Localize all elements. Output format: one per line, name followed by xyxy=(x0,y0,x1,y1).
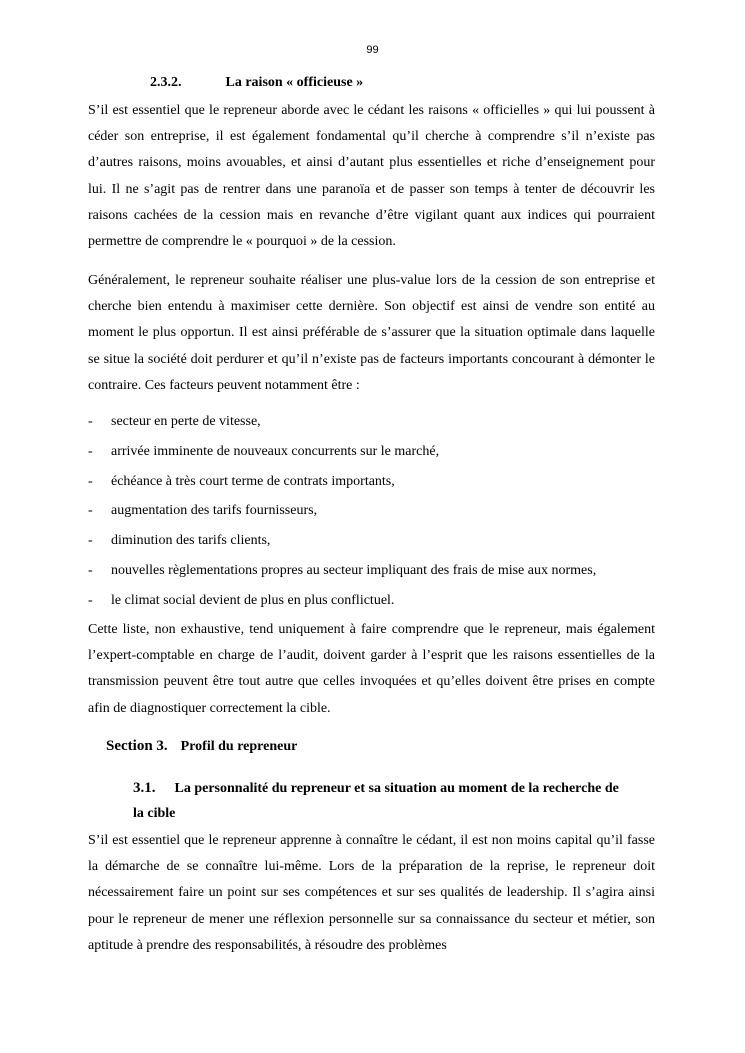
list-item-text: augmentation des tarifs fournisseurs, xyxy=(111,503,318,519)
list-item xyxy=(88,407,655,437)
heading-3-1-continued xyxy=(133,806,175,822)
list-item xyxy=(88,586,655,616)
paragraph-self-knowledge: S’il est essentiel que le repreneur apprenne à connaître le cédant, il est non moins capital qu’il fasse la démarche de se connaître lui-même. Lors de la préparation de la reprise, le repreneur doit nécessairement faire un point sur ses compétences et sur ses qualités de leadership. Il s’agira ainsi pour le repreneur de mener une réflexion personnelle sur sa connaissance du secteur et métier, son aptitude à prendre des responsabilités, à résoudre des problèmes xyxy=(88,833,655,953)
paragraph-non-exhaustive-list: Cette liste, non exhaustive, tend uniquement à faire comprendre que le repreneur, mais également l’expert-comptable en charge de l’audit, doivent garder à l’esprit que les raisons essentielles de la transmission peuvent être tout autre que celles invoquées et qu’elles doivent être prises en compte afin de diagnostiquer correctement la cible. xyxy=(88,622,655,716)
heading-3-1-title-line1: La personnalité du repreneur et sa situation au moment de la recherche de xyxy=(174,781,619,796)
list-item xyxy=(88,556,655,586)
list-dash: - xyxy=(88,503,93,519)
list-item xyxy=(88,496,655,526)
list-item xyxy=(88,437,655,467)
list-item-text: diminution des tarifs clients, xyxy=(111,533,271,549)
list-item-text: le climat social devient de plus en plus conflictuel. xyxy=(111,592,395,608)
heading-2-3-2 xyxy=(150,75,363,91)
paragraph-official-reasons: S’il est essentiel que le repreneur aborde avec le cédant les raisons « officielles » qui lui poussent à céder son entreprise, il est également fondamental qu’il cherche à comprendre s’il n’existe pas d’autres raisons, moins avouables, et ainsi d’autant plus essentielles et riche d’enseignement pour lui. Il ne s’agit pas de rentrer dans une paranoïa et de passer son temps à tenter de découvrir les raisons cachées de la cession mais en revanche d’être vigilant quant aux indices qui pourraient permettre de comprendre le « pourquoi » de la cession. xyxy=(88,103,655,250)
factors-list xyxy=(88,407,655,616)
heading-2-3-2-title: La raison « officieuse » xyxy=(225,75,364,90)
list-dash: - xyxy=(88,562,93,578)
heading-3-1-title-line2: la cible xyxy=(133,806,176,821)
heading-3-1-number: 3.1. xyxy=(133,780,156,796)
section-3-title: Profil du repreneur xyxy=(180,739,298,754)
section-3-heading xyxy=(106,738,297,755)
section-3-label: Section 3. xyxy=(106,738,168,754)
list-dash: - xyxy=(88,414,93,429)
paragraph-capital-gain: Généralement, le repreneur souhaite réaliser une plus-value lors de la cession de son entreprise et cherche bien entendu à maximiser cette dernière. Son objectif est ainsi de vendre son entité au moment le plus opportun. Il est ainsi préférable de s’assurer que la situation optimale dans laquelle se situe la société doit perdurer et qu’il n’existe pas de facteurs importants concourant à démonter le contraire. Ces facteurs peuvent notamment être : xyxy=(88,273,655,393)
list-item-text: secteur en perte de vitesse, xyxy=(111,414,261,429)
list-item xyxy=(88,526,655,556)
list-dash: - xyxy=(88,443,93,459)
list-item-text: arrivée imminente de nouveaux concurrents sur le marché, xyxy=(111,443,440,459)
list-item-text: échéance à très court terme de contrats importants, xyxy=(111,473,395,489)
list-dash: - xyxy=(88,533,93,549)
heading-2-3-2-number: 2.3.2. xyxy=(150,75,182,90)
heading-3-1 xyxy=(133,780,619,797)
page-number: 99 xyxy=(366,44,379,56)
list-item-text: nouvelles règlementations propres au secteur impliquant des frais de mise aux normes, xyxy=(111,562,597,578)
list-dash: - xyxy=(88,473,93,489)
list-dash: - xyxy=(88,592,93,608)
list-item xyxy=(88,467,655,497)
